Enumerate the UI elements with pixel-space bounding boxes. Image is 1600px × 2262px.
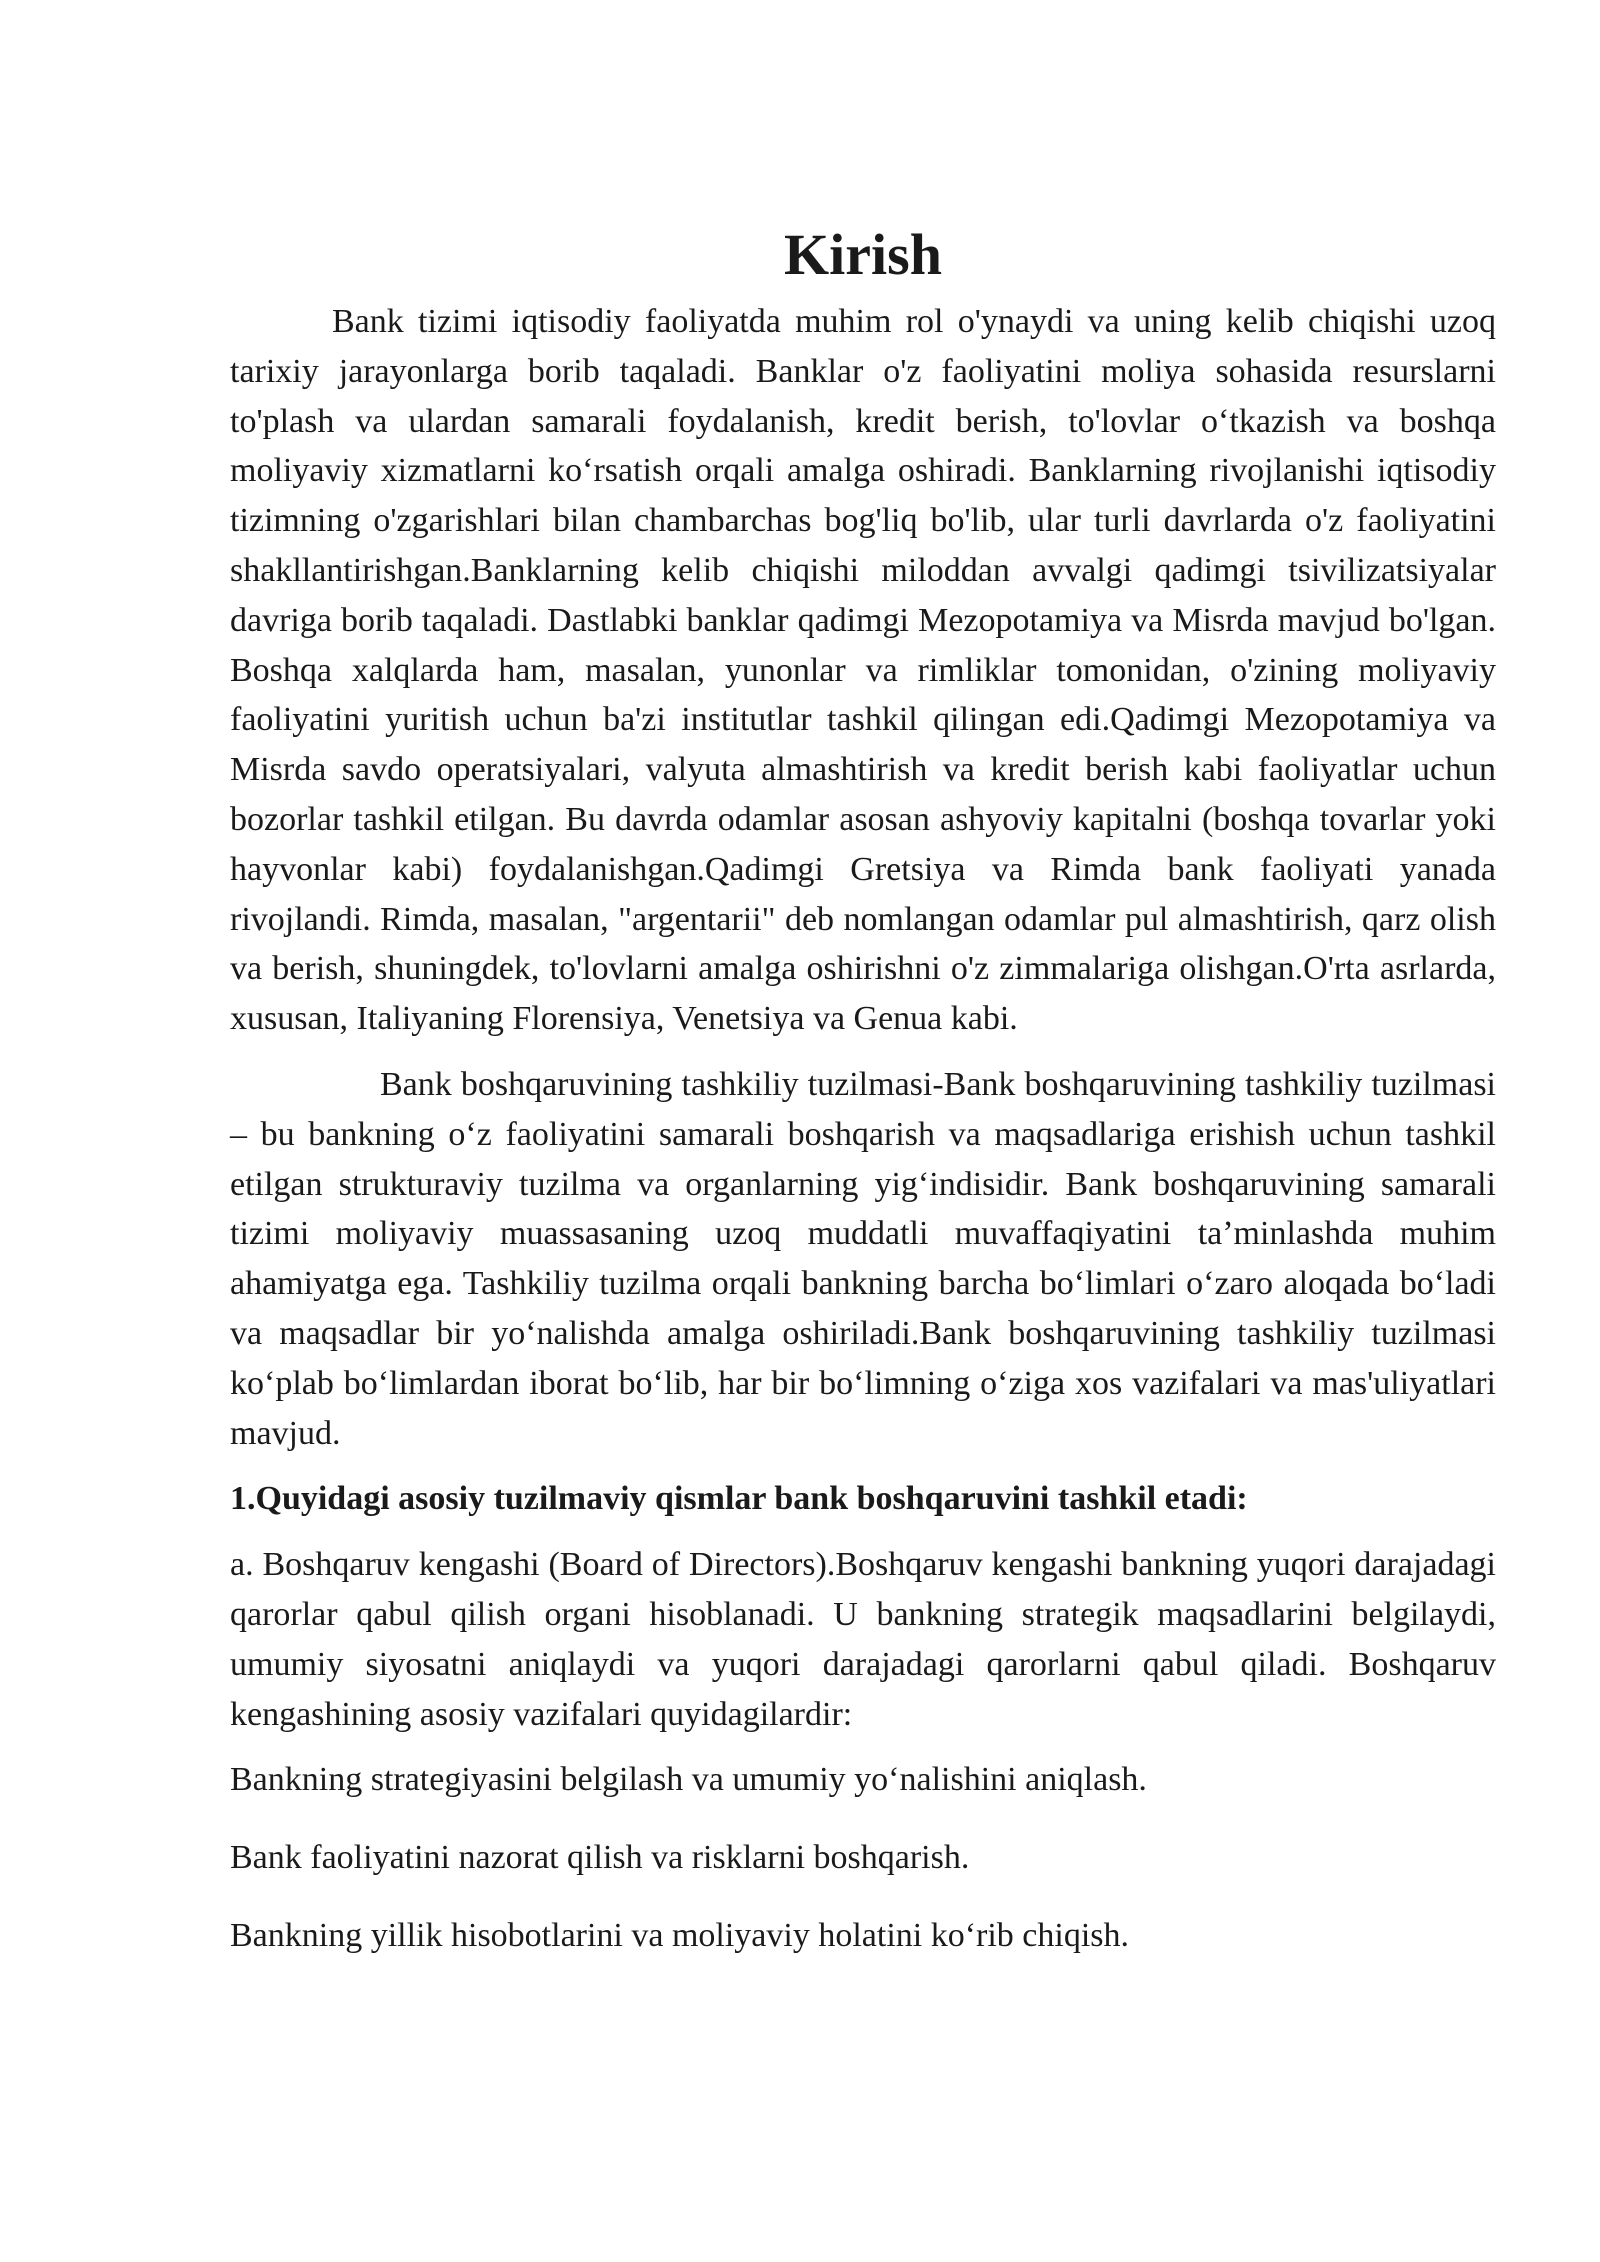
list-item: Bankning strategiyasini belgilash va umumiy yoʻnalishini aniqlash. [230,1761,1147,1799]
section-heading: 1.Quyidagi asosiy tuzilmaviy qismlar bank boshqaruvini tashkil etadi: [230,1480,1248,1518]
board-paragraph: a. Boshqaruv kengashi (Board of Directors).Boshqaruv kengashi bankning yuqori darajadagi qarorlar qabul qilish organi hisoblanadi. U bankning strategik maqsadlarini belgilaydi, umumiy siyosatni aniqlaydi va yuqori darajadagi qarorlarni qabul qiladi. Boshqaruv kengashining asosiy vazifalari quyidagilardir: [230,1546,1496,1733]
document-page [230,215,1496,1989]
list-item: Bank faoliyatini nazorat qilish va risklarni boshqarish. [230,1839,970,1877]
page-title: Kirish [784,222,942,287]
structure-paragraph: Bank boshqaruvining tashkiliy tuzilmasi-Bank boshqaruvining tashkiliy tuzilmasi – bu bankning oʻz faoliyatini samarali boshqarish va maqsadlariga erishish uchun tashkil etilgan strukturaviy tuzilma va organlarning yigʻindisidir. Bank boshqaruvining samarali tizimi moliyaviy muassasaning uzoq muddatli muvaffaqiyatini taʼminlashda muhim ahamiyatga ega. Tashkiliy tuzilma orqali bankning barcha boʻlimlari oʻzaro aloqada boʻladi va maqsadlar bir yoʻnalishda amalga oshiriladi.Bank boshqaruvining tashkiliy tuzilmasi koʻplab boʻlimlardan iborat boʻlib, har bir boʻlimning oʻziga xos vazifalari va mas'uliyatlari mavjud. [230,1065,1496,1452]
intro-paragraph: Bank tizimi iqtisodiy faoliyatda muhim rol o'ynaydi va uning kelib chiqishi uzoq tarixiy jarayonlarga borib taqaladi. Banklar o'z faoliyatini moliya sohasida resurslarni to'plash va ulardan samarali foydalanish, kredit berish, to'lovlar oʻtkazish va boshqa moliyaviy xizmatlarni koʻrsatish orqali amalga oshiradi. Banklarning rivojlanishi iqtisodiy tizimning o'zgarishlari bilan chambarchas bog'liq bo'lib, ular turli davrlarda o'z faoliyatini shakllantirishgan.Banklarning kelib chiqishi miloddan avvalgi qadimgi tsivilizatsiyalar davriga borib taqaladi. Dastlabki banklar qadimgi Mezopotamiya va Misrda mavjud bo'lgan. Boshqa xalqlarda ham, masalan, yunonlar va rimliklar tomonidan, o'zining moliyaviy faoliyatini yuritish uchun ba'zi institutlar tashkil qilingan edi.Qadimgi Mezopotamiya va Misrda savdo operatsiyalari, valyuta almashtirish va kredit berish kabi faoliyatlar uchun bozorlar tashkil etilgan. Bu davrda odamlar asosan ashyoviy kapitalni (boshqa tovarlar yoki hayvonlar kabi) foydalanishgan.Qadimgi Gretsiya va Rimda bank faoliyati yanada rivojlandi. Rimda, masalan, "argentarii" deb nomlangan odamlar pul almashtirish, qarz olish va berish, shuningdek, to'lovlarni amalga oshirishni o'z zimmalariga olishgan.O'rta asrlarda, xususan, Italiyaning Florensiya, Venetsiya va Genua kabi. [230,303,1496,1038]
list-item: Bankning yillik hisobotlarini va moliyaviy holatini koʻrib chiqish. [230,1916,1130,1954]
